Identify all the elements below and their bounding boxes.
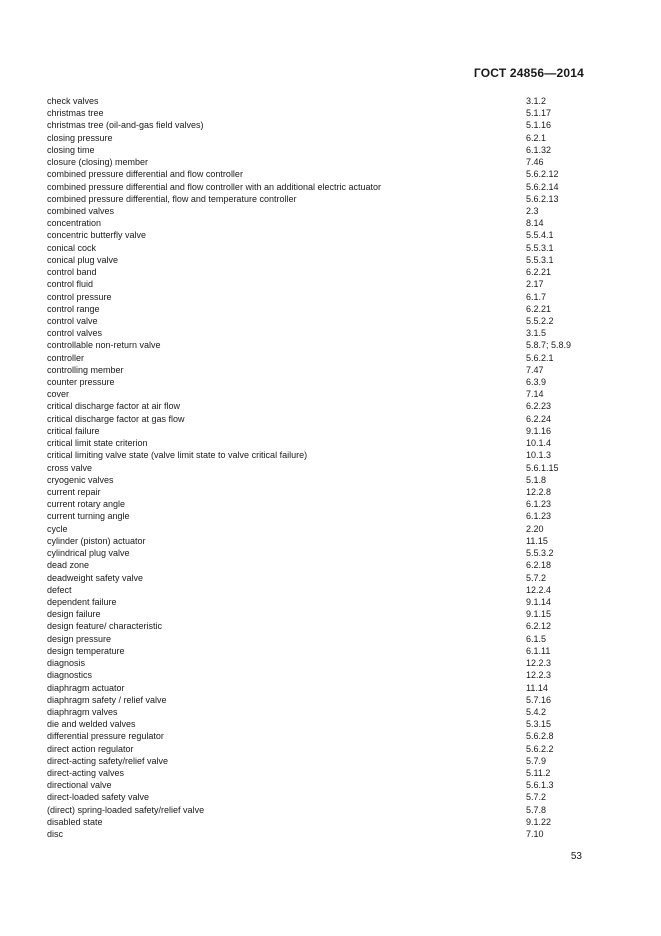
index-term: directional valve bbox=[47, 780, 112, 791]
index-reference: 7.47 bbox=[526, 364, 544, 375]
index-term: direct-acting safety/relief valve bbox=[47, 755, 169, 766]
index-term: christmas tree bbox=[47, 108, 104, 119]
index-reference: 5.11.2 bbox=[526, 768, 551, 779]
index-term: cylindrical plug valve bbox=[47, 548, 130, 559]
index-term: combined valves bbox=[47, 205, 115, 216]
index-term: diaphragm valves bbox=[47, 706, 118, 717]
index-reference: 5.5.4.1 bbox=[526, 230, 554, 241]
index-entry bbox=[47, 767, 607, 779]
index-term: controlling member bbox=[47, 364, 124, 375]
index-entry bbox=[47, 437, 607, 449]
index-term: conical plug valve bbox=[47, 254, 119, 265]
index-term: combined pressure differential and flow controller bbox=[47, 169, 243, 180]
index-entry bbox=[47, 425, 607, 437]
index-reference: 7.14 bbox=[526, 389, 544, 400]
index-term: current turning angle bbox=[47, 511, 130, 522]
index-term: design failure bbox=[47, 609, 101, 620]
index-term: christmas tree (oil-and-gas field valves) bbox=[47, 120, 204, 131]
index-reference: 8.14 bbox=[526, 218, 544, 229]
index-reference: 12.2.3 bbox=[526, 670, 552, 681]
index-reference: 5.5.3.1 bbox=[526, 254, 554, 265]
index-reference: 9.1.15 bbox=[526, 609, 552, 620]
index-entry bbox=[47, 828, 607, 840]
index-term: defect bbox=[47, 584, 72, 595]
index-entry bbox=[47, 364, 607, 376]
index-reference: 5.6.2.1 bbox=[526, 352, 554, 363]
index-entry bbox=[47, 132, 607, 144]
index-term: cross valve bbox=[47, 462, 93, 473]
index-term: closing pressure bbox=[47, 132, 113, 143]
index-reference: 5.4.2 bbox=[526, 706, 547, 717]
index-entry bbox=[47, 303, 607, 315]
index-reference: 5.6.1.3 bbox=[526, 780, 554, 791]
index-reference: 5.8.7; 5.8.9 bbox=[526, 340, 572, 351]
index-entry bbox=[47, 474, 607, 486]
page-number: 53 bbox=[570, 851, 582, 862]
index-reference: 5.7.16 bbox=[526, 694, 552, 705]
index-term: direct action regulator bbox=[47, 743, 134, 754]
index-entry bbox=[47, 706, 607, 718]
index-reference: 2.20 bbox=[526, 523, 544, 534]
index-term: disc bbox=[47, 829, 64, 840]
index-reference: 5.1.17 bbox=[526, 108, 552, 119]
index-reference: 6.2.23 bbox=[526, 401, 552, 412]
index-reference: 5.7.8 bbox=[526, 804, 547, 815]
index-entry bbox=[47, 193, 607, 205]
index-entry bbox=[47, 327, 607, 339]
index-entry bbox=[47, 669, 607, 681]
index-entry bbox=[47, 559, 607, 571]
index-term: design pressure bbox=[47, 633, 112, 644]
index-entry bbox=[47, 804, 607, 816]
index-term: deadweight safety valve bbox=[47, 572, 144, 583]
index-reference: 6.1.7 bbox=[526, 291, 547, 302]
index-term: diagnostics bbox=[47, 670, 93, 681]
index-entry bbox=[47, 376, 607, 388]
index-reference: 6.3.9 bbox=[526, 377, 547, 388]
index-entry bbox=[47, 95, 607, 107]
index-entry bbox=[47, 168, 607, 180]
index-entry bbox=[47, 352, 607, 364]
index-term: cycle bbox=[47, 523, 68, 534]
index-term: current rotary angle bbox=[47, 499, 126, 510]
index-term: cylinder (piston) actuator bbox=[47, 535, 146, 546]
index-term: cryogenic valves bbox=[47, 474, 114, 485]
index-reference: 6.1.5 bbox=[526, 633, 547, 644]
index-term: concentration bbox=[47, 218, 102, 229]
index-term: diaphragm safety / relief valve bbox=[47, 694, 167, 705]
index-entry bbox=[47, 584, 607, 596]
index-term: control pressure bbox=[47, 291, 112, 302]
index-reference: 6.1.23 bbox=[526, 511, 552, 522]
index-term: design temperature bbox=[47, 645, 125, 656]
index-term: disabled state bbox=[47, 816, 103, 827]
index-entry bbox=[47, 657, 607, 669]
index-reference: 6.2.24 bbox=[526, 413, 552, 424]
index-reference: 5.5.3.1 bbox=[526, 242, 554, 253]
index-term: critical discharge factor at gas flow bbox=[47, 413, 185, 424]
index-entry bbox=[47, 144, 607, 156]
index-reference: 5.6.2.13 bbox=[526, 193, 559, 204]
index-term: concentric butterfly valve bbox=[47, 230, 147, 241]
index-reference: 5.6.2.14 bbox=[526, 181, 559, 192]
index-entry bbox=[47, 743, 607, 755]
index-entry bbox=[47, 449, 607, 461]
index-entry bbox=[47, 229, 607, 241]
index-entry bbox=[47, 205, 607, 217]
index-reference: 5.6.2.12 bbox=[526, 169, 559, 180]
index-entry bbox=[47, 816, 607, 828]
index-reference: 5.6.2.2 bbox=[526, 743, 554, 754]
index-entry bbox=[47, 339, 607, 351]
index-term: die and welded valves bbox=[47, 719, 136, 730]
index-term: control band bbox=[47, 267, 97, 278]
index-term: check valves bbox=[47, 96, 99, 106]
index-term: combined pressure differential, flow and temperature controller bbox=[47, 193, 297, 204]
index-reference: 6.2.21 bbox=[526, 267, 552, 278]
index-term: critical discharge factor at air flow bbox=[47, 401, 181, 412]
index-reference: 6.2.12 bbox=[526, 621, 552, 632]
index-term: control valve bbox=[47, 315, 98, 326]
index-reference: 3.1.2 bbox=[526, 96, 547, 106]
index-entry bbox=[47, 107, 607, 119]
index-term: diaphragm actuator bbox=[47, 682, 125, 693]
index-term: dependent failure bbox=[47, 596, 117, 607]
index-reference: 6.1.23 bbox=[526, 499, 552, 510]
index-entry bbox=[47, 645, 607, 657]
index-term: dead zone bbox=[47, 560, 90, 571]
index-term: conical cock bbox=[47, 242, 97, 253]
index-entry bbox=[47, 266, 607, 278]
index-reference: 11.15 bbox=[526, 535, 548, 546]
index-entry bbox=[47, 156, 607, 168]
index-term: controllable non-return valve bbox=[47, 340, 161, 351]
index-term: critical limiting valve state (valve limit state to valve critical failure) bbox=[47, 450, 308, 461]
index-reference: 11.14 bbox=[526, 682, 548, 693]
index-reference: 9.1.22 bbox=[526, 816, 552, 827]
document-code: ГОСТ 24856—2014 bbox=[473, 66, 584, 80]
index-term: controller bbox=[47, 352, 85, 363]
index-entry bbox=[47, 755, 607, 767]
index-term: critical failure bbox=[47, 425, 100, 436]
index-term: diagnosis bbox=[47, 658, 86, 669]
index-entry bbox=[47, 498, 607, 510]
index-entry bbox=[47, 682, 607, 694]
index-term: control valves bbox=[47, 328, 103, 339]
index-entry bbox=[47, 291, 607, 303]
index-entry bbox=[47, 791, 607, 803]
index-reference: 5.7.9 bbox=[526, 755, 547, 766]
index-reference: 6.1.32 bbox=[526, 144, 552, 155]
index-reference: 5.3.15 bbox=[526, 719, 552, 730]
index-entry bbox=[47, 278, 607, 290]
index-entry bbox=[47, 254, 607, 266]
index-reference: 9.1.14 bbox=[526, 596, 552, 607]
index-reference: 10.1.3 bbox=[526, 450, 552, 461]
index-reference: 5.6.2.8 bbox=[526, 731, 554, 742]
index-reference: 9.1.16 bbox=[526, 425, 552, 436]
index-reference: 7.10 bbox=[526, 829, 544, 840]
index-reference: 5.5.3.2 bbox=[526, 548, 554, 559]
index-entry bbox=[47, 535, 607, 547]
index-term: critical limit state criterion bbox=[47, 438, 148, 449]
index-reference: 6.2.18 bbox=[526, 560, 552, 571]
index-entry bbox=[47, 462, 607, 474]
index-entry bbox=[47, 388, 607, 400]
index-entry bbox=[47, 486, 607, 498]
index-term: control range bbox=[47, 303, 100, 314]
index-reference: 5.6.1.15 bbox=[526, 462, 559, 473]
index-reference: 10.1.4 bbox=[526, 438, 552, 449]
index-reference: 7.46 bbox=[526, 157, 544, 168]
index-entry bbox=[47, 596, 607, 608]
index-reference: 5.5.2.2 bbox=[526, 315, 554, 326]
index-reference: 2.17 bbox=[526, 279, 544, 290]
index-entry bbox=[47, 119, 607, 131]
index-entry bbox=[47, 718, 607, 730]
index-term: differential pressure regulator bbox=[47, 731, 164, 742]
index-reference: 12.2.4 bbox=[526, 584, 552, 595]
index-term: direct-loaded safety valve bbox=[47, 792, 150, 803]
index-reference: 6.2.1 bbox=[526, 132, 547, 143]
index-term: direct-acting valves bbox=[47, 768, 125, 779]
index-entry bbox=[47, 413, 607, 425]
index-entry bbox=[47, 181, 607, 193]
index-entry bbox=[47, 510, 607, 522]
index-entry bbox=[47, 633, 607, 645]
index-reference: 3.1.5 bbox=[526, 328, 547, 339]
index-term: cover bbox=[47, 389, 70, 400]
index-term: current repair bbox=[47, 487, 101, 497]
index-term: control fluid bbox=[47, 279, 94, 290]
index-entry bbox=[47, 400, 607, 412]
index-reference: 5.1.16 bbox=[526, 120, 552, 131]
term-index-list bbox=[47, 95, 607, 840]
index-reference: 2.3 bbox=[526, 205, 539, 216]
index-reference: 12.2.8 bbox=[526, 487, 552, 497]
index-term: combined pressure differential and flow controller with an additional electric actuator bbox=[47, 181, 382, 192]
index-term: design feature/ characteristic bbox=[47, 621, 163, 632]
index-entry bbox=[47, 572, 607, 584]
index-reference: 5.7.2 bbox=[526, 572, 547, 583]
index-entry bbox=[47, 694, 607, 706]
index-term: (direct) spring-loaded safety/relief valve bbox=[47, 804, 205, 815]
index-reference: 5.1.8 bbox=[526, 474, 547, 485]
index-reference: 12.2.3 bbox=[526, 658, 552, 669]
index-entry bbox=[47, 730, 607, 742]
index-term: closure (closing) member bbox=[47, 157, 149, 168]
index-entry bbox=[47, 315, 607, 327]
index-entry bbox=[47, 547, 607, 559]
index-entry bbox=[47, 608, 607, 620]
index-term: closing time bbox=[47, 144, 95, 155]
index-reference: 5.7.2 bbox=[526, 792, 547, 803]
index-reference: 6.1.11 bbox=[526, 645, 551, 656]
index-entry bbox=[47, 242, 607, 254]
index-entry bbox=[47, 779, 607, 791]
index-reference: 6.2.21 bbox=[526, 303, 552, 314]
index-entry bbox=[47, 217, 607, 229]
index-term: counter pressure bbox=[47, 377, 115, 388]
index-entry bbox=[47, 523, 607, 535]
index-entry bbox=[47, 620, 607, 632]
